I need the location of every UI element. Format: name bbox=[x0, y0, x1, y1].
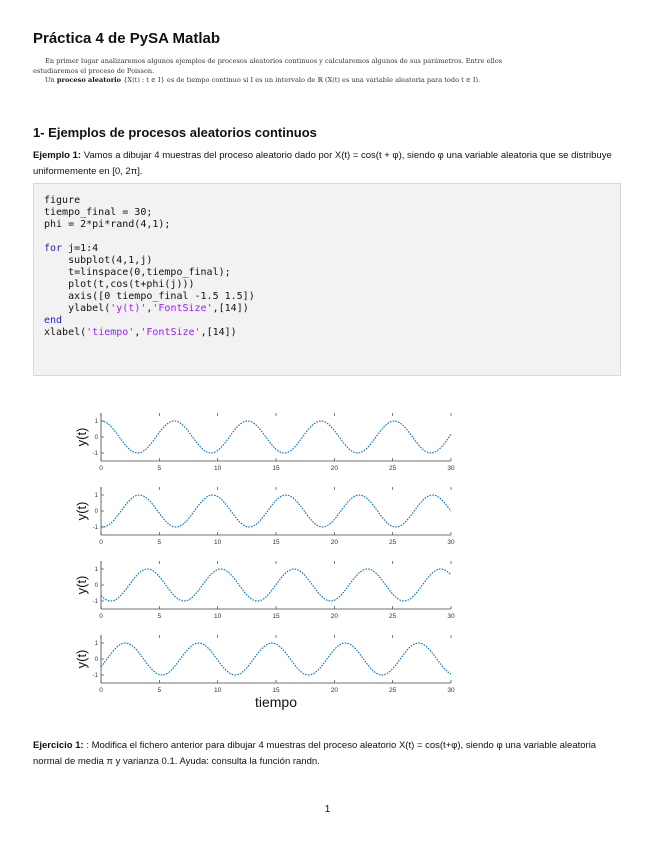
x-tick-label: 10 bbox=[214, 687, 222, 694]
y-tick-label: 1 bbox=[94, 493, 98, 499]
subplot-figure bbox=[70, 405, 470, 717]
code-line: t=linspace(0,tiempo_final); bbox=[44, 267, 231, 278]
y-tick-label: 1 bbox=[94, 567, 98, 573]
y-tick-label: 1 bbox=[94, 419, 98, 425]
x-tick-label: 10 bbox=[214, 613, 222, 620]
code-string: 'FontSize' bbox=[140, 327, 201, 338]
x-tick-label: 10 bbox=[214, 539, 222, 546]
series-line bbox=[101, 421, 451, 453]
intro-line-2 bbox=[33, 76, 513, 86]
ejemplo-1-paragraph bbox=[33, 148, 623, 180]
x-tick-label: 5 bbox=[157, 613, 162, 620]
code-line: ,[14]) bbox=[200, 327, 237, 338]
code-line: subplot(4,1,j) bbox=[44, 255, 153, 266]
x-tick-label: 25 bbox=[389, 687, 397, 694]
x-tick-label: 5 bbox=[157, 687, 162, 694]
intro-paragraph bbox=[33, 57, 513, 86]
code-line: plot(t,cos(t+phi(j))) bbox=[44, 279, 195, 290]
code-line: axis([0 tiempo_final -1.5 1.5]) bbox=[44, 291, 255, 302]
y-tick-label: 1 bbox=[94, 641, 98, 647]
x-axis-label: tiempo bbox=[254, 694, 298, 710]
x-tick-label: 25 bbox=[389, 539, 397, 546]
code-line: , bbox=[146, 303, 153, 314]
code-block bbox=[33, 183, 621, 376]
intro-bold-term: proceso aleatorio bbox=[56, 76, 122, 84]
code-line: figure bbox=[44, 195, 81, 206]
y-axis-label: y(t) bbox=[74, 649, 89, 669]
y-tick-label: -1 bbox=[92, 599, 98, 605]
code-line: ,[14]) bbox=[212, 303, 249, 314]
y-tick-label: 0 bbox=[94, 583, 98, 589]
y-tick-label: -1 bbox=[92, 673, 98, 679]
intro-line-2-pre: Un bbox=[45, 76, 55, 84]
code-string: 'tiempo' bbox=[86, 327, 135, 338]
x-tick-label: 30 bbox=[447, 613, 455, 620]
x-tick-label: 0 bbox=[99, 465, 103, 472]
x-tick-label: 15 bbox=[272, 539, 280, 546]
code-line: ylabel( bbox=[44, 303, 111, 314]
x-tick-label: 15 bbox=[272, 687, 280, 694]
x-tick-label: 25 bbox=[389, 613, 397, 620]
series-line bbox=[101, 643, 451, 675]
x-tick-label: 0 bbox=[99, 687, 103, 694]
series-line bbox=[101, 569, 451, 601]
ejercicio-1-paragraph bbox=[33, 738, 623, 770]
ejemplo-1-text: Vamos a dibujar 4 muestras del proceso aleatorio dado por X(t) = cos(t + φ), siendo φ una variable aleatoria que se distribuye uniformemente en [0, 2π]. bbox=[33, 150, 612, 177]
series-line bbox=[101, 495, 451, 527]
ejemplo-1-label: Ejemplo 1: bbox=[33, 150, 82, 161]
y-axis-label: y(t) bbox=[74, 575, 89, 595]
x-tick-label: 25 bbox=[389, 465, 397, 472]
code-keyword: end bbox=[44, 315, 63, 326]
section-heading: 1- Ejemplos de procesos aleatorios continuos bbox=[33, 125, 317, 140]
x-tick-label: 15 bbox=[272, 465, 280, 472]
y-tick-label: 0 bbox=[94, 657, 98, 663]
x-tick-label: 30 bbox=[447, 687, 455, 694]
x-tick-label: 5 bbox=[157, 465, 162, 472]
x-tick-label: 5 bbox=[157, 539, 162, 546]
code-string: 'FontSize' bbox=[152, 303, 213, 314]
x-tick-label: 30 bbox=[447, 465, 455, 472]
intro-line-1: En primer lugar analizaremos algunos ejemplos de procesos aleatorios continuos y calcularemos algunos de sus parámetros. Entre ellos estudiaremos el proceso de Poisson. bbox=[33, 57, 503, 75]
code-line: phi = 2*pi*rand(4,1); bbox=[44, 219, 171, 230]
ejercicio-1-label: Ejercicio 1: bbox=[33, 740, 84, 751]
y-axis-label: y(t) bbox=[74, 501, 89, 521]
code-keyword: for bbox=[44, 243, 63, 254]
x-tick-label: 20 bbox=[330, 539, 338, 546]
page-number: 1 bbox=[324, 804, 331, 815]
y-tick-label: -1 bbox=[92, 451, 98, 457]
y-tick-label: 0 bbox=[94, 435, 98, 441]
intro-line-2-post: {X(t) : t ∈ I} es de tiempo continuo si I es un intervalo de ℝ (X(t) es una variable aleatoria para todo t ∈ I). bbox=[123, 76, 481, 84]
code-string: 'y(t)' bbox=[110, 303, 147, 314]
y-tick-label: -1 bbox=[92, 525, 98, 531]
x-tick-label: 0 bbox=[99, 613, 103, 620]
x-tick-label: 10 bbox=[214, 465, 222, 472]
x-tick-label: 15 bbox=[272, 613, 280, 620]
x-tick-label: 20 bbox=[330, 613, 338, 620]
x-tick-label: 30 bbox=[447, 539, 455, 546]
code-line: , bbox=[134, 327, 141, 338]
code-line: xlabel( bbox=[44, 327, 87, 338]
x-tick-label: 20 bbox=[330, 687, 338, 694]
code-line: j=1:4 bbox=[62, 243, 99, 254]
x-tick-label: 20 bbox=[330, 465, 338, 472]
y-axis-label: y(t) bbox=[74, 427, 89, 447]
ejercicio-1-text: : Modifica el fichero anterior para dibujar 4 muestras del proceso aleatorio X(t) = cos(t+φ), siendo φ una variable aleatoria normal de media π y varianza 0.1. Ayuda: consulta la función randn. bbox=[33, 740, 597, 767]
y-tick-label: 0 bbox=[94, 509, 98, 515]
page-title: Práctica 4 de PySA Matlab bbox=[33, 30, 221, 47]
code-line: tiempo_final = 30; bbox=[44, 207, 153, 218]
x-tick-label: 0 bbox=[99, 539, 103, 546]
